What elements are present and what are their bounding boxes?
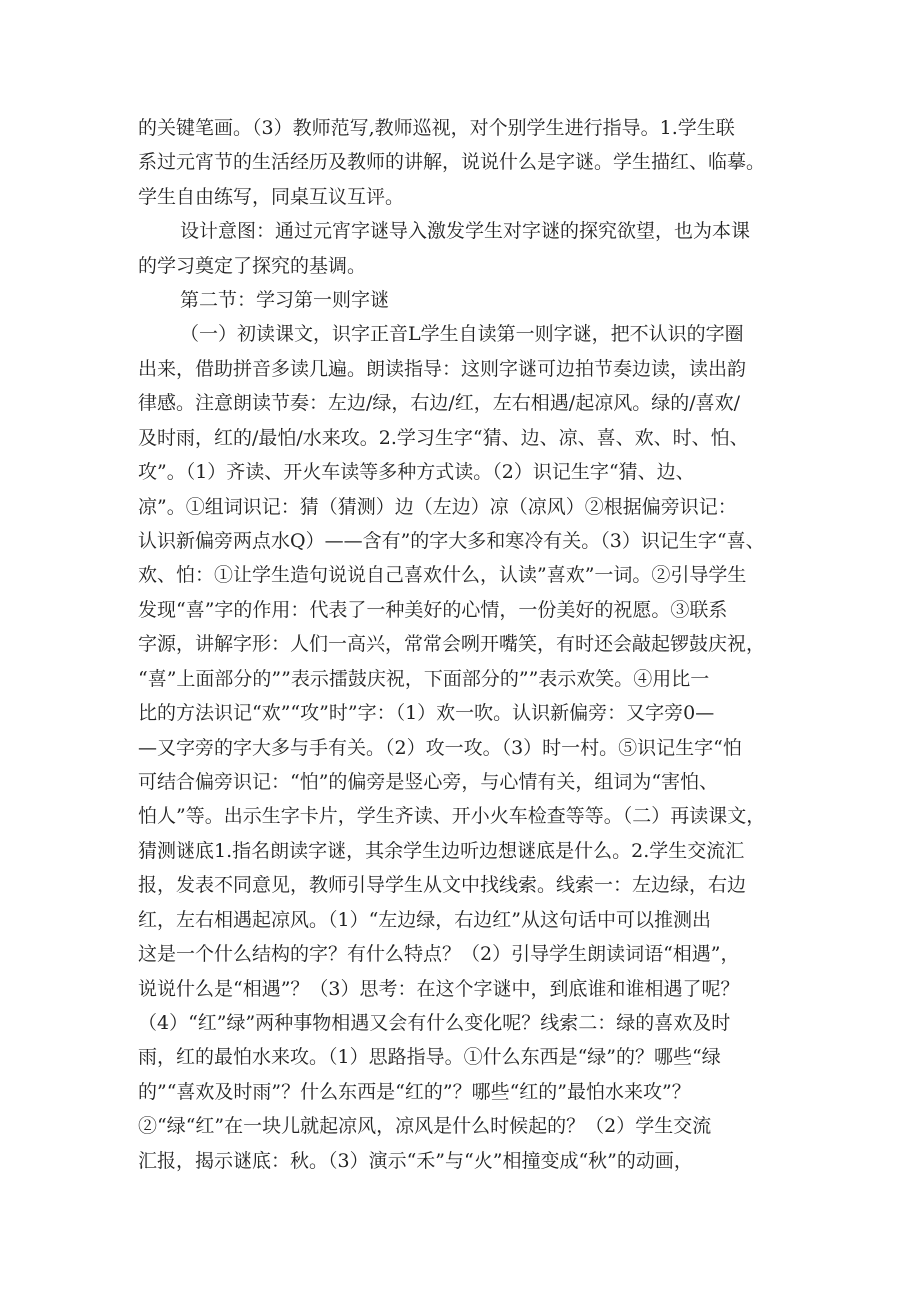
text-line: 比的方法识记“欢”“攻”时”字：（1）欢一吹。认识新偏旁：又字旁0—	[138, 702, 715, 724]
text-line: 可结合偏旁识记：“怕”的偏旁是竖心旁，与心情有关，组词为“害怕、	[138, 771, 719, 793]
text-line: —又字旁的字大多与手有关。（2）攻一攻。（3）时一村。⑤识记生字“怕	[138, 737, 742, 759]
text-line: 的”“喜欢及时雨”？什么东西是“红的”？哪些“红的”最怕水来攻”？	[138, 1081, 691, 1103]
text-line: 凉”。①组词识记：猜（猜测）边（左边）凉（凉风）②根据偏旁识记：	[138, 496, 737, 518]
text-line: 设计意图：通过元宵字谜导入激发学生对字谜的探究欲望，也为本课	[180, 220, 751, 242]
text-line: 这是一个什么结构的字？有什么特点？（2）引导学生朗读词语“相遇”，	[138, 943, 740, 965]
text-line: 出来，借助拼音多读几遍。朗读指导：这则字谜可边拍节奏边读，读出韵	[138, 358, 747, 380]
text-line: 学生自由练写，同桌互议互评。	[138, 186, 405, 208]
text-line: 及时雨，红的/最怕/水来攻。2.学习生字“猜、边、凉、喜、欢、时、怕、	[138, 427, 749, 449]
text-line: 字源，讲解字形：人们一高兴，常常会咧开嘴笑，有时还会敲起锣鼓庆祝，	[138, 633, 766, 655]
text-line: 说说什么是“相遇”？（3）思考：在这个字谜中，到底谁和谁相遇了呢？	[138, 978, 740, 1000]
text-line: 报，发表不同意见，教师引导学生从文中找线索。线索一：左边绿，右边	[138, 874, 747, 896]
text-line: 认识新偏旁两点水Q）——含有”的字大多和寒冷有关。（3）识记生字“喜、	[138, 530, 765, 552]
text-line: 猜测谜底1.指名朗读字谜，其余学生边听边想谜底是什么。2.学生交流汇	[138, 840, 745, 862]
text-line: 的关键笔画。（3）教师范写,教师巡视，对个别学生进行指导。1.学生联	[138, 117, 735, 139]
text-line: 律感。注意朗读节奏：左边/绿，右边/红，左右相遇/起凉风。绿的/喜欢/	[138, 392, 741, 414]
text-line: ②“绿“红”在一块儿就起凉风，凉风是什么时候起的？（2）学生交流	[138, 1115, 712, 1137]
text-line: （一）初读课文，识字正音L学生自读第一则字谜，把不认识的字圈	[180, 323, 744, 345]
text-line: 红，左右相遇起凉风。（1）“左边绿，右边红”从这句话中可以推测出	[138, 909, 712, 931]
text-line: 系过元宵节的生活经历及教师的讲解，说说什么是字谜。学生描红、临摹。	[138, 151, 766, 173]
text-line: 汇报，揭示谜底：秋。（3）演示“禾”与“火”相撞变成“秋”的动画，	[138, 1150, 693, 1172]
text-line: 欢、怕：①让学生造句说说自己喜欢什么，认读”喜欢”一词。②引导学生	[138, 564, 747, 586]
text-line: （4）“红”绿”两种事物相遇又会有什么变化呢？线索二：绿的喜欢及时	[138, 1012, 731, 1034]
section-heading: 第二节：学习第一则字谜	[180, 289, 390, 311]
text-line: 的学习奠定了探究的基调。	[138, 255, 367, 277]
text-line: 发现“喜”字的作用：代表了一种美好的心情，一份美好的祝愿。③联系	[138, 599, 728, 621]
text-line: 雨，红的最怕水来攻。（1）思路指导。①什么东西是“绿”的？哪些“绿	[138, 1046, 721, 1068]
text-line: 攻”。（1）齐读、开火车读等多种方式读。（2）识记生字“猜、边、	[138, 461, 695, 483]
text-line: 怕人”等。出示生字卡片，学生齐读、开小火车检查等等。（二）再读课文，	[138, 805, 766, 827]
text-line: “喜”上面部分的””表示擂鼓庆祝，下面部分的””表示欢笑。④用比一	[138, 668, 710, 690]
